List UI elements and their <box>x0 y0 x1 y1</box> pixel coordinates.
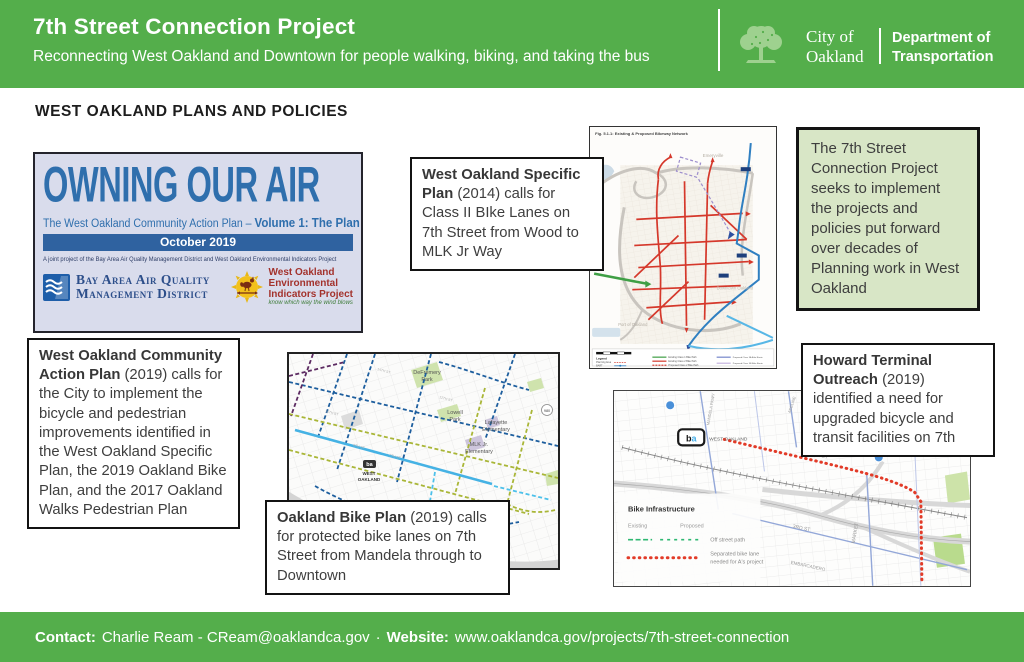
woeip-line1: West Oakland <box>268 267 335 278</box>
legend-planning-area: Planning Area <box>596 361 612 365</box>
obp-rest: (2019) calls for protected bike lanes on 7th Street from Mandela through to Downtown <box>277 510 487 584</box>
legend-entry-1: Existing Class 2 Bike Path <box>668 360 697 364</box>
baaqmd-line1: Bay Area Air Quality <box>76 272 210 288</box>
west-oakland-specific-plan-box <box>410 157 604 271</box>
mandela-label: MANDELA PKWY <box>705 393 716 426</box>
department-of-text: Department of <box>892 30 991 46</box>
woeip-tagline: know which way the wind blows <box>268 300 353 307</box>
svg-text:12TH ST: 12TH ST <box>438 395 453 403</box>
third-st-label: 3RD ST <box>792 523 811 534</box>
woeip-line3: Indicators Project <box>268 288 353 300</box>
baaqmd-name <box>76 273 210 301</box>
svg-text:7TH ST: 7TH ST <box>388 453 402 461</box>
lowell-label-1: Lowell <box>447 410 463 416</box>
oak-tree-icon <box>732 22 790 68</box>
svg-text:10TH ST: 10TH ST <box>324 409 339 417</box>
baaqmd-logo <box>43 273 210 301</box>
legend-proposed: Proposed <box>680 523 704 530</box>
cover-joint-project-line: A joint project of the Bay Area Air Quality Management District and West Oakland Environmental Indicators Project <box>43 256 337 263</box>
wocap-rest: (2019) calls for the City to implement the bicycle and pedestrian improvements identified in the West Oakland Specific Plan, the 2019 Oakland Bike Plan, and the 2017 Oakland Walks Pedestrian Plan <box>39 367 227 518</box>
howard-rest: (2019) identified a need for upgraded bicycle and transit facilities on 7th <box>813 372 956 446</box>
bikeway-map-title: Fig. 5.1.1: Existing & Proposed Bikeway Network <box>595 131 688 137</box>
emeryville-label: Emeryville <box>702 153 724 159</box>
bike-infrastructure-legend <box>618 494 764 582</box>
city-of-text: City of <box>806 27 854 46</box>
bart-logo <box>678 429 704 445</box>
legend-title: Legend <box>596 356 607 361</box>
cover-date-banner: October 2019 <box>43 234 353 251</box>
woeip-logo <box>230 268 353 307</box>
mlk-label-2: Elementary <box>465 449 493 455</box>
website-label: Website: <box>386 628 449 646</box>
defremery-label-2: Park <box>421 377 433 383</box>
baaqmd-line2: Management District <box>76 286 208 302</box>
port-of-oakland-label: Port of Oakland <box>618 321 648 327</box>
header-divider <box>718 9 720 71</box>
page-subtitle: Reconnecting West Oakland and Downtown for people walking, biking, and taking the bus <box>33 48 650 65</box>
section-heading: WEST OAKLAND PLANS AND POLICIES <box>35 103 348 120</box>
owning-our-air-cover <box>33 152 363 333</box>
baaqmd-waves-icon <box>43 274 70 301</box>
transportation-text: Transportation <box>892 48 994 65</box>
project-note-box: The 7th Street Connection Project seeks to implement the projects and policies put forward over decades of Planning work in West Oakland <box>796 127 980 311</box>
obp-lead: Oakland Bike Plan <box>277 510 407 526</box>
market-label: MARKET <box>850 522 861 545</box>
bikeway-legend <box>592 349 774 368</box>
svg-text:8TH ST: 8TH ST <box>352 443 366 451</box>
legend-bart: BART <box>596 364 603 368</box>
header-bar <box>0 0 1024 88</box>
adeline-label: ADELINE <box>786 395 797 414</box>
legend-separated-lane-2: needed for A's project <box>710 559 764 566</box>
legend-entry-3: Proposed Class 3A Bike Route <box>732 357 763 360</box>
oakland-text: Oakland <box>806 46 864 66</box>
woeip-name <box>269 268 353 307</box>
legend-separated-lane-1: Separated bike lane <box>710 551 760 558</box>
legend-off-street-path: Off street path <box>710 537 746 544</box>
page-title: 7th Street Connection Project <box>33 14 356 39</box>
oakland-bike-plan-box <box>265 500 510 595</box>
wosp-rest: (2014) calls for Class II BIke Lanes on 7th Street from Wood to MLK Jr Way <box>422 186 579 260</box>
cover-subtitle <box>43 216 360 230</box>
cover-subtitle-bold: Volume 1: The Plan <box>254 216 360 230</box>
bart-logo-small <box>363 460 376 468</box>
cover-title: OWNING OUR AIR <box>43 157 320 214</box>
svg-text:14TH ST: 14TH ST <box>376 367 391 375</box>
contact-label: Contact: <box>35 628 96 646</box>
lowell-label-2: Park <box>449 417 461 423</box>
downtown-oakland-label: Downtown Oakland <box>716 285 754 291</box>
woeip-sun-rooster-icon <box>230 270 264 304</box>
cover-subtitle-regular: The West Oakland Community Action Plan – <box>43 218 255 230</box>
community-action-plan-box <box>27 338 240 529</box>
svg-text:980: 980 <box>543 408 551 413</box>
svg-text:ba: ba <box>685 433 697 444</box>
website-value: www.oaklandca.gov/projects/7th-street-connection <box>454 628 790 646</box>
svg-text:ba: ba <box>366 462 373 469</box>
contact-value: Charlie Ream - CReam@oaklandca.gov <box>101 628 370 646</box>
wocap-lead: West Oakland Community Action Plan <box>39 348 223 384</box>
footer-separator: · <box>375 628 381 646</box>
svg-text:OAKLAND: OAKLAND <box>357 477 381 482</box>
footer-bar <box>0 612 1024 662</box>
west-oakland-station-label: WEST OAKLAND <box>709 437 748 443</box>
embarcadero-label: EMBARCADERO <box>790 559 826 573</box>
lafayette-label-2: Elementary <box>482 427 510 433</box>
wosp-lead: West Oakland Specific Plan <box>422 167 581 203</box>
legend-entry-4: Proposed Class 3B Bike Route <box>732 363 763 366</box>
woeip-line2: Environmental <box>268 277 338 289</box>
department-wordmark <box>892 29 994 67</box>
svg-text:WEST: WEST <box>362 471 376 476</box>
highway-shield <box>542 405 553 416</box>
lafayette-label-1: Lafayette <box>484 420 508 426</box>
city-of-oakland-wordmark <box>806 27 864 66</box>
howard-lead: Howard Terminal Outreach <box>813 353 932 389</box>
bikeway-network-map <box>589 126 777 369</box>
legend-entry-2: Proposed Class 2 Bike Path <box>668 364 699 368</box>
howard-terminal-box <box>801 343 995 457</box>
defremery-label-1: DeFremery <box>413 370 441 376</box>
legend-title: Bike Infrastructure <box>628 504 695 514</box>
brand-divider <box>879 28 881 64</box>
mlk-label-1: MLK Jr. <box>469 442 489 448</box>
legend-entry-0: Existing Class 1 Bike Path <box>668 356 697 360</box>
legend-existing: Existing <box>628 523 648 530</box>
